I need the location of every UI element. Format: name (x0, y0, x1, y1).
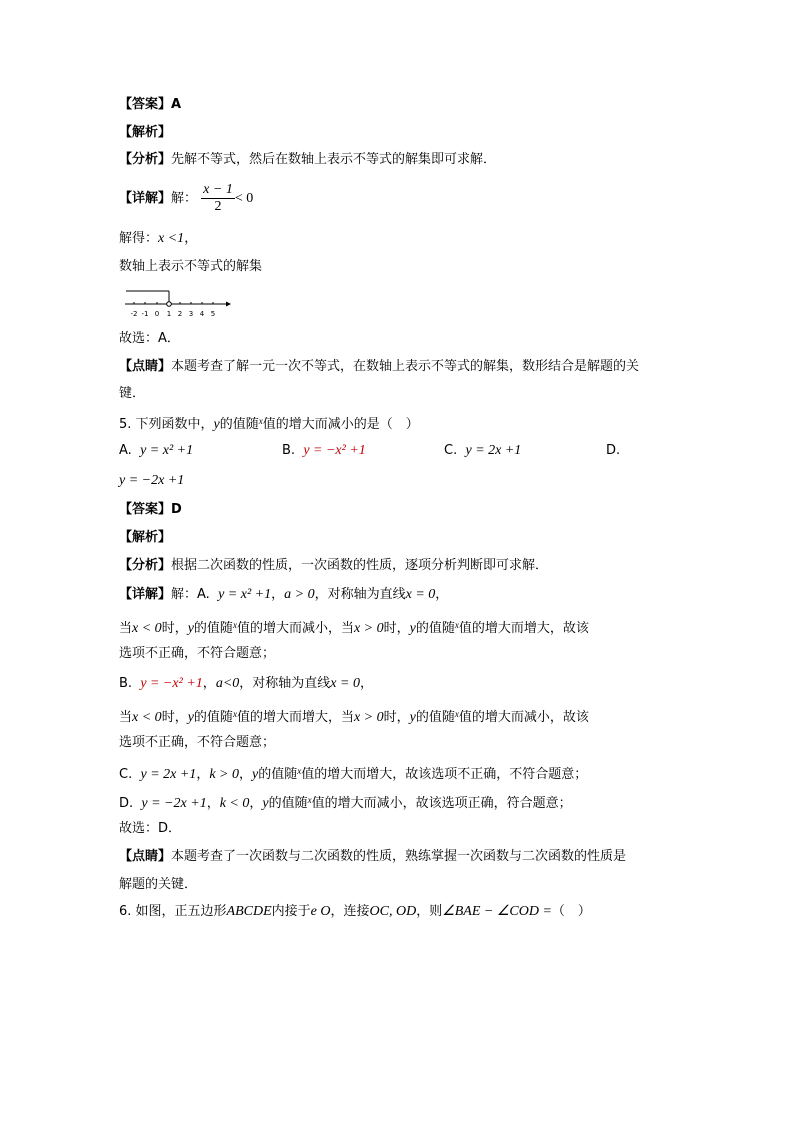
comma: ， (249, 796, 263, 811)
cond: x < 0 (132, 621, 162, 636)
tick-label: 3 (188, 310, 194, 318)
value-with: 的值随 (258, 767, 298, 782)
cond: k > 0 (209, 767, 239, 782)
shi: 时， (161, 710, 188, 725)
expr: y = −x² +1 (140, 676, 203, 691)
q5-detail-d (119, 791, 572, 813)
comment-tag: 【点睛】 (119, 849, 172, 864)
stem-prefix: 5. 下列函数中， (119, 417, 214, 432)
option-label: D. (606, 443, 621, 458)
option-label: C. (444, 443, 458, 458)
q5-detail-b (119, 675, 373, 693)
comma: ， (271, 587, 285, 602)
q4-detail (119, 182, 253, 216)
q5-comment (119, 848, 626, 866)
q5-comment-cont: 解题的关键． (119, 877, 198, 892)
comment-tag: 【点睛】 (119, 359, 172, 374)
circle-symbol: e O (310, 904, 331, 919)
var-x: x (297, 766, 302, 776)
q6-stem (119, 903, 591, 921)
q5-b-line3: 选项不正确，不符合题意； (119, 735, 276, 750)
when: 当 (340, 621, 354, 636)
detail-prefix: 解： (171, 191, 198, 206)
fraction-denominator: 2 (214, 199, 222, 214)
number-line-figure (122, 286, 232, 320)
var-x: x (258, 416, 263, 426)
option-a[interactable] (119, 442, 193, 460)
answer-blank: （ ） (551, 904, 591, 919)
when: 当 (119, 710, 133, 725)
option-c[interactable] (444, 442, 521, 460)
detail-tag: 【详解】 (119, 191, 172, 206)
q5-analysis-heading: 【解析】 (119, 530, 172, 545)
q5-b-line2 (119, 705, 589, 727)
cond: a<0 (215, 676, 240, 691)
option-expr: y = 2x +1 (465, 443, 522, 458)
cond: x < 0 (132, 710, 162, 725)
option-expr: y = −x² +1 (303, 443, 366, 458)
fraction-numerator: x − 1 (203, 182, 233, 197)
value-with: 的值随 (415, 621, 455, 636)
expr: y = −2x +1 (141, 796, 207, 811)
var-y: y (252, 767, 259, 782)
value-with: 的值随 (193, 621, 233, 636)
fenxi-text: 根据二次函数的性质，一次函数的性质，逐项分析判断即可求解． (171, 558, 549, 573)
shi: 时， (161, 621, 188, 636)
q5-answer: 【答案】D (119, 502, 182, 517)
option-d[interactable] (606, 442, 620, 460)
tail: 值的增大而增大，故该选项不正确，不符合题意； (301, 767, 588, 782)
expr: y = 2x +1 (140, 767, 197, 782)
comma: ， (359, 676, 373, 691)
numberline-caption: 数轴上表示不等式的解集 (119, 259, 263, 274)
q5-options-row (119, 442, 679, 460)
var-x: x (232, 620, 237, 630)
solve-math: x <1 (158, 231, 185, 246)
tail: 值的增大而增大，故该 (458, 621, 589, 636)
axis-expr: x = 0 (330, 676, 360, 691)
q4-analysis-heading: 【解析】 (119, 125, 172, 140)
option-expr: y = x² +1 (140, 443, 194, 458)
tail: 值的增大而减小，故该 (458, 710, 589, 725)
pentagon-name: ABCDE (226, 904, 272, 919)
stem-mid: 的值随 (219, 417, 259, 432)
open-circle-marker (167, 302, 172, 307)
tail: 值的增大而减小， (236, 621, 341, 636)
cond: k < 0 (219, 796, 250, 811)
option-b[interactable] (282, 442, 366, 460)
label: C. (119, 767, 133, 782)
label: D. (119, 796, 134, 811)
comma: ， (196, 767, 210, 782)
comment-text: 本题考查了一次函数与二次函数的性质，熟练掌握一次函数与二次函数的性质是 (171, 849, 627, 864)
then-text: ，则 (416, 904, 443, 919)
q4-solve-line (119, 230, 197, 248)
solve-prefix: 解得： (119, 231, 159, 246)
option-label: B. (282, 443, 296, 458)
var-x: x (454, 620, 459, 630)
label: B. (119, 676, 133, 691)
var-y: y (409, 710, 416, 725)
value-with: 的值随 (268, 796, 308, 811)
var-y: y (187, 621, 194, 636)
angle-expr: ∠BAE − ∠COD = (442, 904, 552, 919)
axis-expr: x = 0 (405, 587, 436, 602)
fenxi-tag: 【分析】 (119, 558, 172, 573)
tick-label: 1 (166, 310, 172, 318)
tail: 值的增大而减小，故该选项正确，符合题意； (311, 796, 572, 811)
comment-text: 本题考查了解一元一次不等式，在数轴上表示不等式的解集，数形结合是解题的关 (171, 359, 640, 374)
var-x: x (232, 709, 237, 719)
comma: ， (202, 676, 216, 691)
value-with: 的值随 (415, 710, 455, 725)
q5-stem (119, 412, 419, 434)
tick-label: -1 (141, 310, 149, 318)
var-y: y (213, 417, 220, 432)
detail-prefix: 解：A. (171, 587, 210, 602)
comma: ， (435, 587, 449, 602)
q4-fenxi (119, 151, 496, 169)
tick-label: -2 (130, 310, 138, 318)
fenxi-tag: 【分析】 (119, 152, 172, 167)
axis-text: ，对称轴为直线 (239, 676, 331, 691)
shi: 时， (383, 710, 410, 725)
comma: ， (206, 796, 220, 811)
q4-comment-cont: 键． (119, 386, 146, 401)
cond: x > 0 (353, 621, 384, 636)
axis-text: ，对称轴为直线 (314, 587, 406, 602)
var-x: x (307, 795, 312, 805)
q4-choose: 故选：A． (119, 331, 180, 346)
tick-label: 5 (210, 310, 216, 318)
tail: 值的增大而增大， (236, 710, 341, 725)
segments: OC, OD (369, 904, 417, 919)
detail-tag: 【详解】 (119, 587, 172, 602)
cond: a > 0 (284, 587, 315, 602)
var-y: y (187, 710, 194, 725)
q4-answer: 【答案】A (119, 97, 182, 112)
q4-comment (119, 358, 639, 376)
q5-detail-a (119, 586, 448, 604)
axis-arrow-icon (226, 302, 231, 307)
q5-a-line2 (119, 616, 589, 638)
value-with: 的值随 (193, 710, 233, 725)
shi: 时， (383, 621, 410, 636)
q5-a-line3: 选项不正确，不符合题意； (119, 646, 276, 661)
var-y: y (262, 796, 269, 811)
inequality-rest: < 0 (234, 191, 254, 206)
tick-label: 4 (199, 310, 205, 318)
tick-label: 0 (154, 310, 160, 318)
inequality-fraction (201, 182, 235, 215)
when: 当 (340, 710, 354, 725)
comma: ， (239, 767, 253, 782)
option-d-expr: y = −2x +1 (119, 473, 185, 488)
connect-text: ，连接 (330, 904, 370, 919)
fenxi-text: 先解不等式，然后在数轴上表示不等式的解集即可求解． (171, 152, 497, 167)
q5-choose: 故选：D． (119, 821, 182, 836)
when: 当 (119, 621, 133, 636)
solve-suffix: ， (184, 231, 198, 246)
q5-detail-c (119, 762, 587, 784)
option-label: A. (119, 443, 132, 458)
expr: y = x² +1 (218, 587, 272, 602)
var-y: y (409, 621, 416, 636)
cond: x > 0 (353, 710, 384, 725)
var-x: x (454, 709, 459, 719)
q5-fenxi (119, 557, 548, 575)
stem-prefix: 6. 如图，正五边形 (119, 904, 227, 919)
inscribed-text: 内接于 (271, 904, 311, 919)
tick-label: 2 (177, 310, 183, 318)
stem-tail: 值的增大而减小的是（ ） (262, 417, 419, 432)
